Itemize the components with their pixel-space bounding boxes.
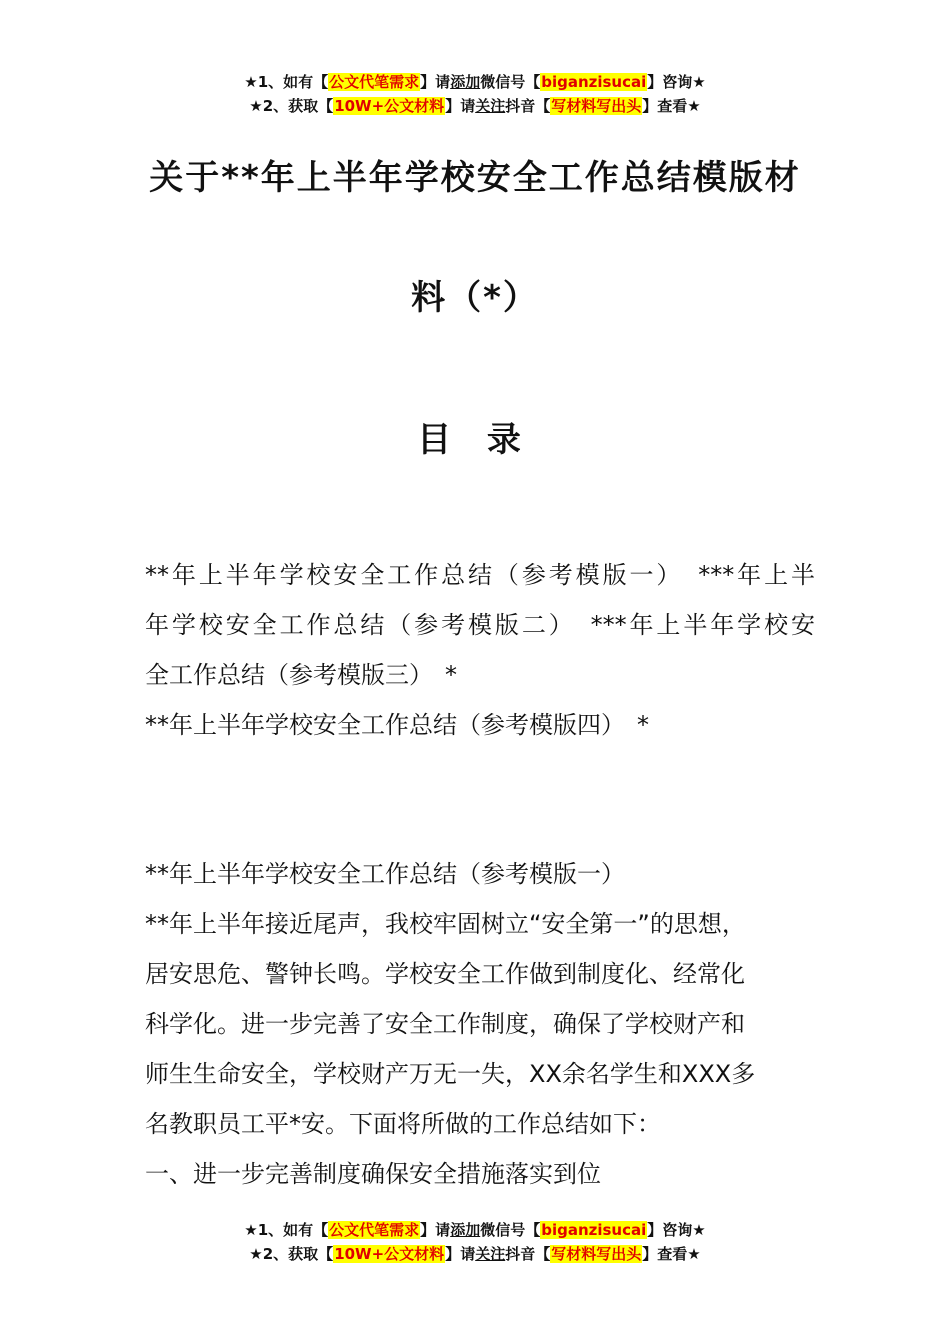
promo-line-1: ★1、如有【公文代笔需求】请添加微信号【biganzisucai】咨询★ xyxy=(244,73,706,91)
promo-highlight: 公文代笔需求 xyxy=(329,1221,420,1239)
paragraph-line: 科学化。进一步完善了安全工作制度，确保了学校财产和 xyxy=(145,1010,745,1038)
table-of-contents xyxy=(145,550,815,750)
promo-banner-top xyxy=(0,70,950,118)
promo-underline: 添加 xyxy=(450,73,481,91)
promo-highlight: 10W+公文材料 xyxy=(334,97,445,115)
promo-line-1: ★1、如有【公文代笔需求】请添加微信号【biganzisucai】咨询★ xyxy=(244,1221,706,1239)
paragraph-line: **年上半年接近尾声，我校牢固树立“安全第一”的思想， xyxy=(145,910,746,938)
document-title-line-2: 料（*） xyxy=(411,278,539,318)
promo-highlight: 10W+公文材料 xyxy=(334,1245,445,1263)
promo-underline: 关注 xyxy=(475,97,506,115)
subsection-heading: 一、进一步完善制度确保安全措施落实到位 xyxy=(145,1160,601,1188)
promo-underline: 添加 xyxy=(450,1221,481,1239)
toc-heading: 目 录 xyxy=(417,420,533,460)
promo-line-2: ★2、获取【10W+公文材料】请关注抖音【写材料写出头】查看★ xyxy=(249,97,701,115)
promo-banner-bottom xyxy=(0,1218,950,1266)
toc-line: **年上半年学校安全工作总结（参考模版四） * xyxy=(145,711,649,739)
promo-highlight: 公文代笔需求 xyxy=(329,73,420,91)
section-heading: **年上半年学校安全工作总结（参考模版一） xyxy=(145,860,625,888)
paragraph-line: 师生生命安全，学校财产万无一失，XX余名学生和XXX多 xyxy=(145,1060,756,1088)
promo-douyin-id: 写材料写出头 xyxy=(551,1245,642,1263)
paragraph-line: 名教职员工平*安。下面将所做的工作总结如下： xyxy=(145,1110,661,1138)
document-title-line-1: 关于**年上半年学校安全工作总结模版材 xyxy=(149,158,801,198)
paragraph-line: 居安思危、警钟长鸣。学校安全工作做到制度化、经常化 xyxy=(145,960,745,988)
promo-wechat-id: biganzisucai xyxy=(541,1221,647,1239)
toc-line: 年学校安全工作总结（参考模版二） ***年上半年学校安 xyxy=(145,611,815,639)
promo-douyin-id: 写材料写出头 xyxy=(551,97,642,115)
toc-line: **年上半年学校安全工作总结（参考模版一） ***年上半 xyxy=(145,561,815,589)
promo-line-2: ★2、获取【10W+公文材料】请关注抖音【写材料写出头】查看★ xyxy=(249,1245,701,1263)
promo-wechat-id: biganzisucai xyxy=(541,73,647,91)
document-body xyxy=(145,849,815,1199)
toc-line: 全工作总结（参考模版三） * xyxy=(145,661,457,689)
promo-underline: 关注 xyxy=(475,1245,506,1263)
